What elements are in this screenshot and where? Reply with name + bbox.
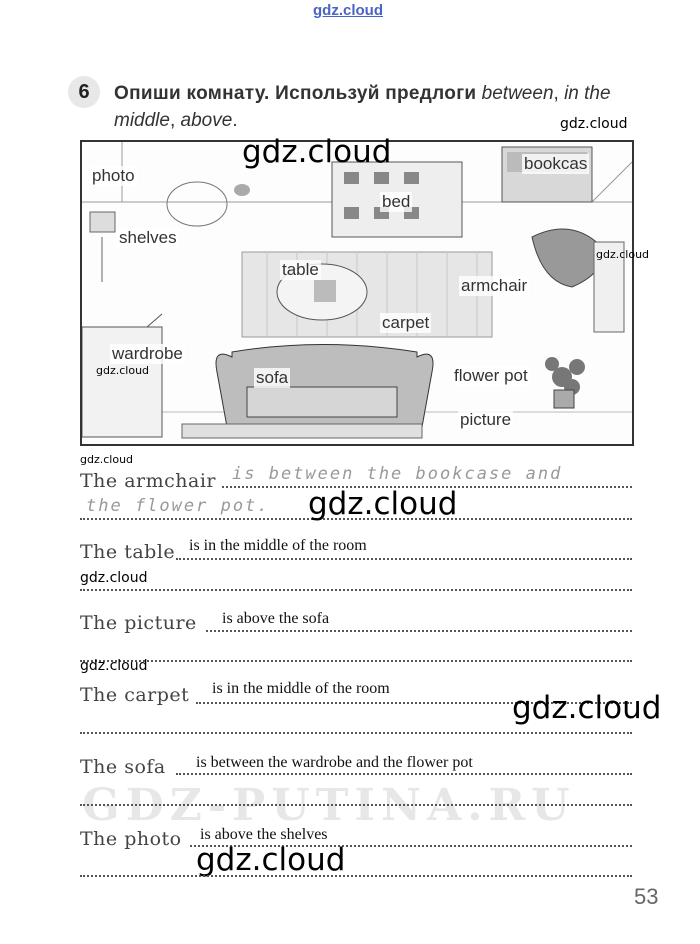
answer-4-text: is in the middle of the room — [212, 680, 390, 697]
watermark-2: gdz.cloud — [242, 134, 392, 170]
answer-2-label: The table — [80, 541, 176, 563]
answer-6-label: The photo — [80, 828, 182, 850]
watermark-5: gdz.cloud — [80, 453, 134, 466]
watermark-6: gdz.cloud — [308, 486, 458, 522]
watermark-3: gdz.cloud — [596, 248, 650, 261]
watermark-top: gdz.cloud — [313, 2, 383, 19]
watermark-faint: GDZ-PUTINA.RU — [82, 780, 576, 831]
exercise-number: 6 — [68, 76, 100, 108]
label-shelves: shelves — [119, 228, 177, 247]
watermark-7: gdz.cloud — [80, 570, 148, 586]
label-table: table — [282, 260, 319, 279]
room-drawing — [82, 142, 632, 444]
answer-3-label: The picture — [80, 612, 197, 634]
instruction-text: Опиши комнату. Используй предлоги — [114, 83, 477, 104]
answer-6-text: is above the shelves — [200, 826, 328, 843]
exercise-instruction: Опиши комнату. Используй предлоги between, in the middle, above. — [114, 83, 611, 131]
page-number: 53 — [634, 884, 659, 909]
watermark-10: gdz.cloud — [196, 842, 346, 878]
answer-6-line-b — [80, 875, 632, 877]
answer-1-label: The armchair — [80, 470, 216, 492]
preposition-above: above — [180, 110, 233, 131]
label-picture: picture — [460, 410, 512, 429]
label-wardrobe: wardrobe — [112, 344, 183, 363]
label-sofa: sofa — [256, 368, 289, 387]
label-carpet: carpet — [382, 313, 430, 332]
answer-3-text: is above the sofa — [222, 610, 330, 627]
watermark-4: gdz.cloud — [96, 364, 150, 377]
answer-3-line-a — [206, 630, 632, 632]
answer-5-line-b — [80, 804, 632, 806]
label-bookcase: bookcas — [524, 154, 588, 173]
answer-2-line-b — [80, 589, 632, 591]
answer-4-line-b — [80, 732, 632, 734]
answer-5-line-a — [176, 773, 632, 775]
answer-4-label: The carpet — [80, 684, 190, 706]
answer-1-text-cont: the flower pot. — [86, 496, 270, 516]
label-photo: photo — [92, 166, 135, 185]
watermark-8: gdz.cloud — [80, 658, 148, 674]
answer-3-line-b — [80, 660, 632, 662]
preposition-between: between — [481, 83, 554, 104]
preposition-in-the-middle: in the middle — [114, 83, 611, 131]
watermark-1: gdz.cloud — [560, 116, 628, 132]
room-illustration — [80, 140, 634, 446]
answer-2-text: is in the middle of the room — [189, 537, 367, 554]
answer-5-text: is between the wardrobe and the flower pot — [196, 754, 473, 771]
answer-5-label: The sofa — [80, 756, 166, 778]
watermark-9: gdz.cloud — [512, 690, 662, 726]
label-armchair: armchair — [461, 276, 528, 295]
label-flower-pot: flower pot — [454, 366, 528, 385]
answer-1-text: is between the bookcase and — [232, 464, 563, 484]
label-bed: bed — [382, 192, 411, 211]
answer-2-line-a — [176, 558, 632, 560]
